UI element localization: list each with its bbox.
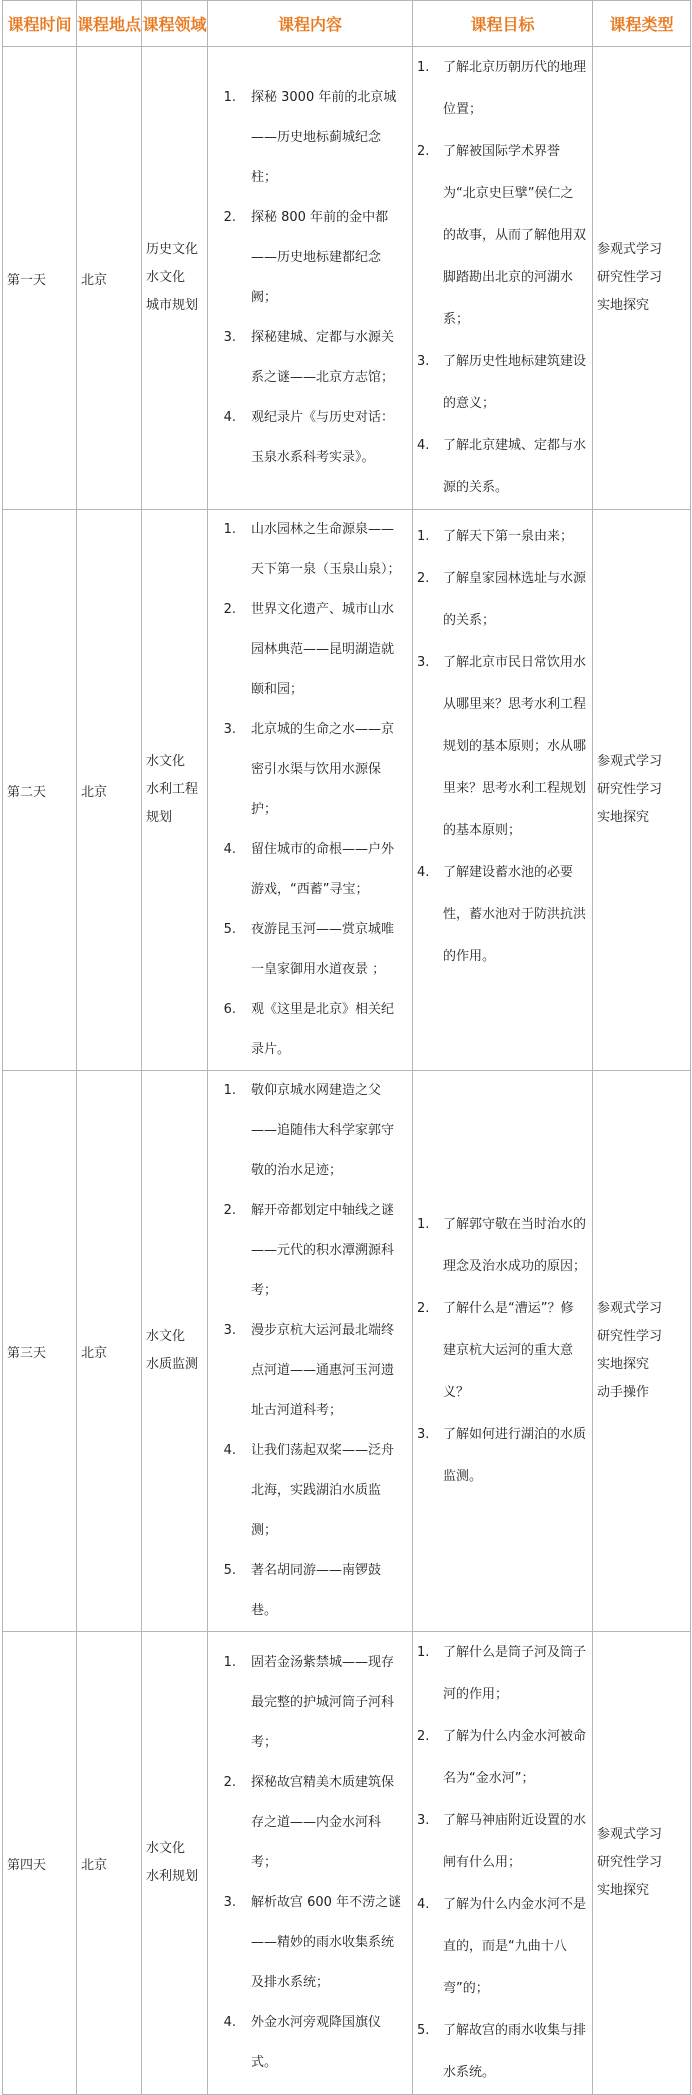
list-item: 1. 敬仰京城水网建造之父——追随伟大科学家郭守敬的治水足迹； bbox=[223, 1083, 395, 1178]
header-time: 课程时间 bbox=[3, 1, 77, 47]
header-row bbox=[3, 1, 691, 47]
list-item: 2. 探秘故宫精美木质建筑保存之道——内金水河科考； bbox=[223, 1775, 395, 1870]
content-cell bbox=[208, 1071, 413, 1632]
list-item: 6. 观《这里是北京》相关纪录片。 bbox=[223, 1002, 395, 1057]
field-item: 水利规划 bbox=[146, 1869, 199, 1884]
type-item: 实地探究 bbox=[597, 1883, 650, 1898]
list-item: 2. 探秘 800 年前的金中都——历史地标建都纪念阙； bbox=[223, 210, 389, 305]
field-item: 城市规划 bbox=[146, 298, 199, 313]
table-row bbox=[3, 1071, 691, 1632]
type-item: 研究性学习 bbox=[597, 270, 663, 285]
header-content: 课程内容 bbox=[208, 1, 413, 47]
list-item: 3. 北京城的生命之水——京密引水渠与饮用水源保护； bbox=[223, 722, 395, 817]
goal-cell bbox=[413, 47, 593, 510]
list-item: 4. 了解为什么内金水河不是直的，而是“九曲十八弯”的； bbox=[417, 1897, 587, 1996]
table-row bbox=[3, 47, 691, 510]
type-cell bbox=[593, 1632, 691, 2095]
type-cell bbox=[593, 510, 691, 1071]
list-item: 2. 世界文化遗产、城市山水园林典范——昆明湖造就颐和园； bbox=[223, 602, 395, 697]
goal-cell bbox=[413, 1632, 593, 2095]
list-item: 4. 外金水河旁观降国旗仪式。 bbox=[223, 2015, 382, 2070]
type-item: 动手操作 bbox=[597, 1385, 650, 1400]
content-cell bbox=[208, 510, 413, 1071]
list-item: 3. 了解马神庙附近设置的水闸有什么用； bbox=[417, 1813, 587, 1870]
list-item: 4. 了解北京建城、定都与水源的关系。 bbox=[417, 438, 587, 495]
type-item: 实地探究 bbox=[597, 810, 650, 825]
place-cell: 北京 bbox=[77, 1632, 142, 2095]
day-cell: 第二天 bbox=[3, 510, 77, 1071]
type-item: 参观式学习 bbox=[597, 242, 663, 257]
table-row bbox=[3, 510, 691, 1071]
type-item: 研究性学习 bbox=[597, 1329, 663, 1344]
type-item: 参观式学习 bbox=[597, 754, 663, 769]
list-item: 4. 让我们荡起双桨——泛舟北海，实践湖泊水质监测； bbox=[223, 1443, 395, 1538]
type-item: 研究性学习 bbox=[597, 782, 663, 797]
field-item: 水质监测 bbox=[146, 1357, 199, 1372]
list-item: 4. 了解建设蓄水池的必要性，蓄水池对于防洪抗洪的作用。 bbox=[417, 865, 587, 964]
day-cell: 第一天 bbox=[3, 47, 77, 510]
field-item: 水文化 bbox=[146, 270, 186, 285]
list-item: 2. 了解皇家园林选址与水源的关系； bbox=[417, 571, 587, 628]
goal-cell bbox=[413, 510, 593, 1071]
type-item: 实地探究 bbox=[597, 298, 650, 313]
list-item: 1. 探秘 3000 年前的北京城——历史地标蓟城纪念柱； bbox=[223, 90, 397, 185]
field-item: 水文化 bbox=[146, 1329, 186, 1344]
type-item: 参观式学习 bbox=[597, 1827, 663, 1842]
place-cell: 北京 bbox=[77, 47, 142, 510]
list-item: 3. 了解北京市民日常饮用水从哪里来？思考水利工程规划的基本原则；水从哪里来？思考水利工程规划的基本原则； bbox=[417, 655, 587, 838]
list-item: 1. 了解什么是筒子河及筒子河的作用； bbox=[417, 1645, 587, 1702]
list-item: 3. 探秘建城、定都与水源关系之谜——北京方志馆； bbox=[223, 330, 395, 385]
type-item: 参观式学习 bbox=[597, 1301, 663, 1316]
list-item: 4. 留住城市的命根——户外游戏，“西蓄”寻宝； bbox=[223, 842, 395, 897]
list-item: 2. 解开帝都划定中轴线之谜——元代的积水潭溯源科考； bbox=[223, 1203, 395, 1298]
day-cell: 第四天 bbox=[3, 1632, 77, 2095]
list-item: 2. 了解被国际学术界誉为“北京史巨擘”侯仁之的故事，从而了解他用双脚踏勘出北京的河湖水系； bbox=[417, 144, 587, 327]
header-field: 课程领域 bbox=[142, 1, 208, 47]
field-item: 水文化 bbox=[146, 1841, 186, 1856]
field-item: 水利工程 bbox=[146, 782, 199, 797]
type-cell bbox=[593, 1071, 691, 1632]
list-item: 3. 了解历史性地标建筑建设的意义； bbox=[417, 354, 587, 411]
list-item: 3. 了解如何进行湖泊的水质监测。 bbox=[417, 1427, 587, 1484]
place-cell: 北京 bbox=[77, 510, 142, 1071]
type-item: 研究性学习 bbox=[597, 1855, 663, 1870]
field-cell bbox=[142, 510, 208, 1071]
course-schedule-table bbox=[2, 0, 691, 2095]
list-item: 1. 了解郭守敬在当时治水的理念及治水成功的原因； bbox=[417, 1217, 587, 1274]
list-item: 1. 山水园林之生命源泉——天下第一泉（玉泉山泉）； bbox=[223, 522, 401, 577]
list-item: 1. 了解天下第一泉由来； bbox=[417, 529, 574, 544]
list-item: 1. 了解北京历朝历代的地理位置； bbox=[417, 60, 587, 117]
list-item: 4. 观纪录片《与历史对话：玉泉水系科考实录》。 bbox=[223, 410, 395, 465]
list-item: 3. 解析故宫 600 年不涝之谜——精妙的雨水收集系统及排水系统； bbox=[223, 1895, 402, 1990]
list-item: 2. 了解什么是“漕运”？修建京杭大运河的重大意义？ bbox=[417, 1301, 574, 1400]
table-row bbox=[3, 1632, 691, 2095]
header-type: 课程类型 bbox=[593, 1, 691, 47]
type-item: 实地探究 bbox=[597, 1357, 650, 1372]
list-item: 1. 固若金汤紫禁城——现存最完整的护城河筒子河科考； bbox=[223, 1655, 395, 1750]
field-item: 历史文化 bbox=[146, 242, 199, 257]
day-cell: 第三天 bbox=[3, 1071, 77, 1632]
list-item: 5. 了解故宫的雨水收集与排水系统。 bbox=[417, 2023, 587, 2080]
field-item: 水文化 bbox=[146, 754, 186, 769]
field-item: 规划 bbox=[146, 810, 173, 825]
list-item: 2. 了解为什么内金水河被命名为“金水河”； bbox=[417, 1729, 587, 1786]
field-cell bbox=[142, 1632, 208, 2095]
content-cell bbox=[208, 1632, 413, 2095]
goal-cell bbox=[413, 1071, 593, 1632]
field-cell bbox=[142, 1071, 208, 1632]
list-item: 5. 夜游昆玉河——赏京城唯一皇家御用水道夜景 ； bbox=[223, 922, 395, 977]
header-place: 课程地点 bbox=[77, 1, 142, 47]
content-cell bbox=[208, 47, 413, 510]
field-cell bbox=[142, 47, 208, 510]
list-item: 5. 著名胡同游——南锣鼓巷。 bbox=[223, 1563, 382, 1618]
type-cell bbox=[593, 47, 691, 510]
list-item: 3. 漫步京杭大运河最北端终点河道——通惠河玉河遗址古河道科考； bbox=[223, 1323, 395, 1418]
place-cell: 北京 bbox=[77, 1071, 142, 1632]
header-goal: 课程目标 bbox=[413, 1, 593, 47]
